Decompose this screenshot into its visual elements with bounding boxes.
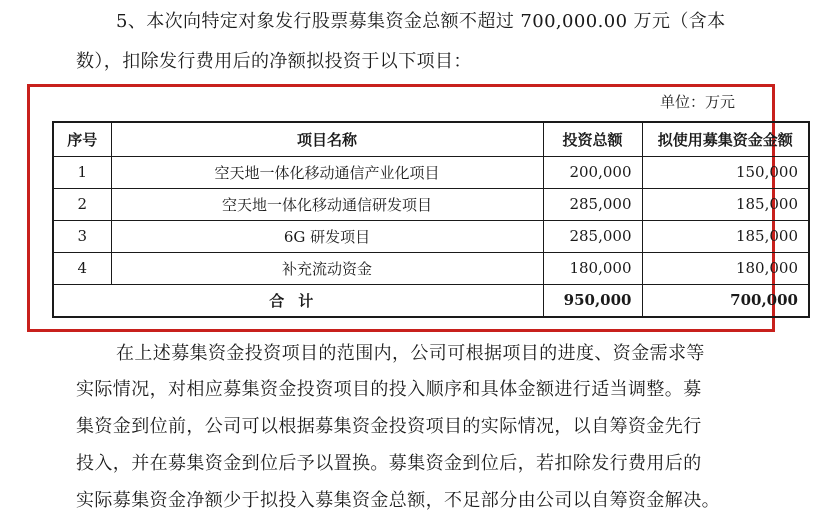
row-no: 4 <box>53 252 111 284</box>
intro-line-1: 5、本次向特定对象发行股票募集资金总额不超过 700,000.00 万元（含本 <box>116 11 726 32</box>
table-row <box>53 220 809 252</box>
row-total-investment: 200,000 <box>543 156 642 188</box>
closing-line-4: 投入，并在募集资金到位后予以置换。募集资金到位后，若扣除发行费用后的 <box>76 453 702 474</box>
header-proposed-funds: 拟使用募集资金金额 <box>642 122 809 156</box>
total-label: 合计 <box>53 284 543 317</box>
table-row <box>53 252 809 284</box>
table-total-row <box>53 284 809 317</box>
row-total-investment: 285,000 <box>543 188 642 220</box>
row-no: 1 <box>53 156 111 188</box>
row-no: 3 <box>53 220 111 252</box>
fund-allocation-table <box>52 121 810 318</box>
row-total-investment: 180,000 <box>543 252 642 284</box>
row-project-name: 空天地一体化移动通信研发项目 <box>111 188 543 220</box>
header-project-name: 项目名称 <box>111 122 543 156</box>
row-proposed-funds: 185,000 <box>642 220 809 252</box>
total-proposed-funds-sum: 700,000 <box>642 284 809 317</box>
closing-line-1: 在上述募集资金投资项目的范围内，公司可根据项目的进度、资金需求等 <box>116 343 705 364</box>
table-row <box>53 188 809 220</box>
total-investment-sum: 950,000 <box>543 284 642 317</box>
closing-line-3: 集资金到位前，公司可以根据募集资金投资项目的实际情况，以自筹资金先行 <box>76 416 702 437</box>
header-total-investment: 投资总额 <box>543 122 642 156</box>
unit-label: 单位：万元 <box>660 93 736 111</box>
closing-line-5: 实际募集资金净额少于拟投入募集资金总额，不足部分由公司以自筹资金解决。 <box>76 490 720 511</box>
row-no: 2 <box>53 188 111 220</box>
header-no: 序号 <box>53 122 111 156</box>
closing-line-2: 实际情况，对相应募集资金投资项目的投入顺序和具体金额进行适当调整。募 <box>76 379 702 400</box>
row-proposed-funds: 150,000 <box>642 156 809 188</box>
row-project-name: 补充流动资金 <box>111 252 543 284</box>
row-project-name: 6G 研发项目 <box>111 220 543 252</box>
row-proposed-funds: 180,000 <box>642 252 809 284</box>
intro-line-2: 数），扣除发行费用后的净额拟投资于以下项目： <box>76 51 472 72</box>
table-row <box>53 156 809 188</box>
table-header-row <box>53 122 809 156</box>
row-proposed-funds: 185,000 <box>642 188 809 220</box>
row-project-name: 空天地一体化移动通信产业化项目 <box>111 156 543 188</box>
row-total-investment: 285,000 <box>543 220 642 252</box>
